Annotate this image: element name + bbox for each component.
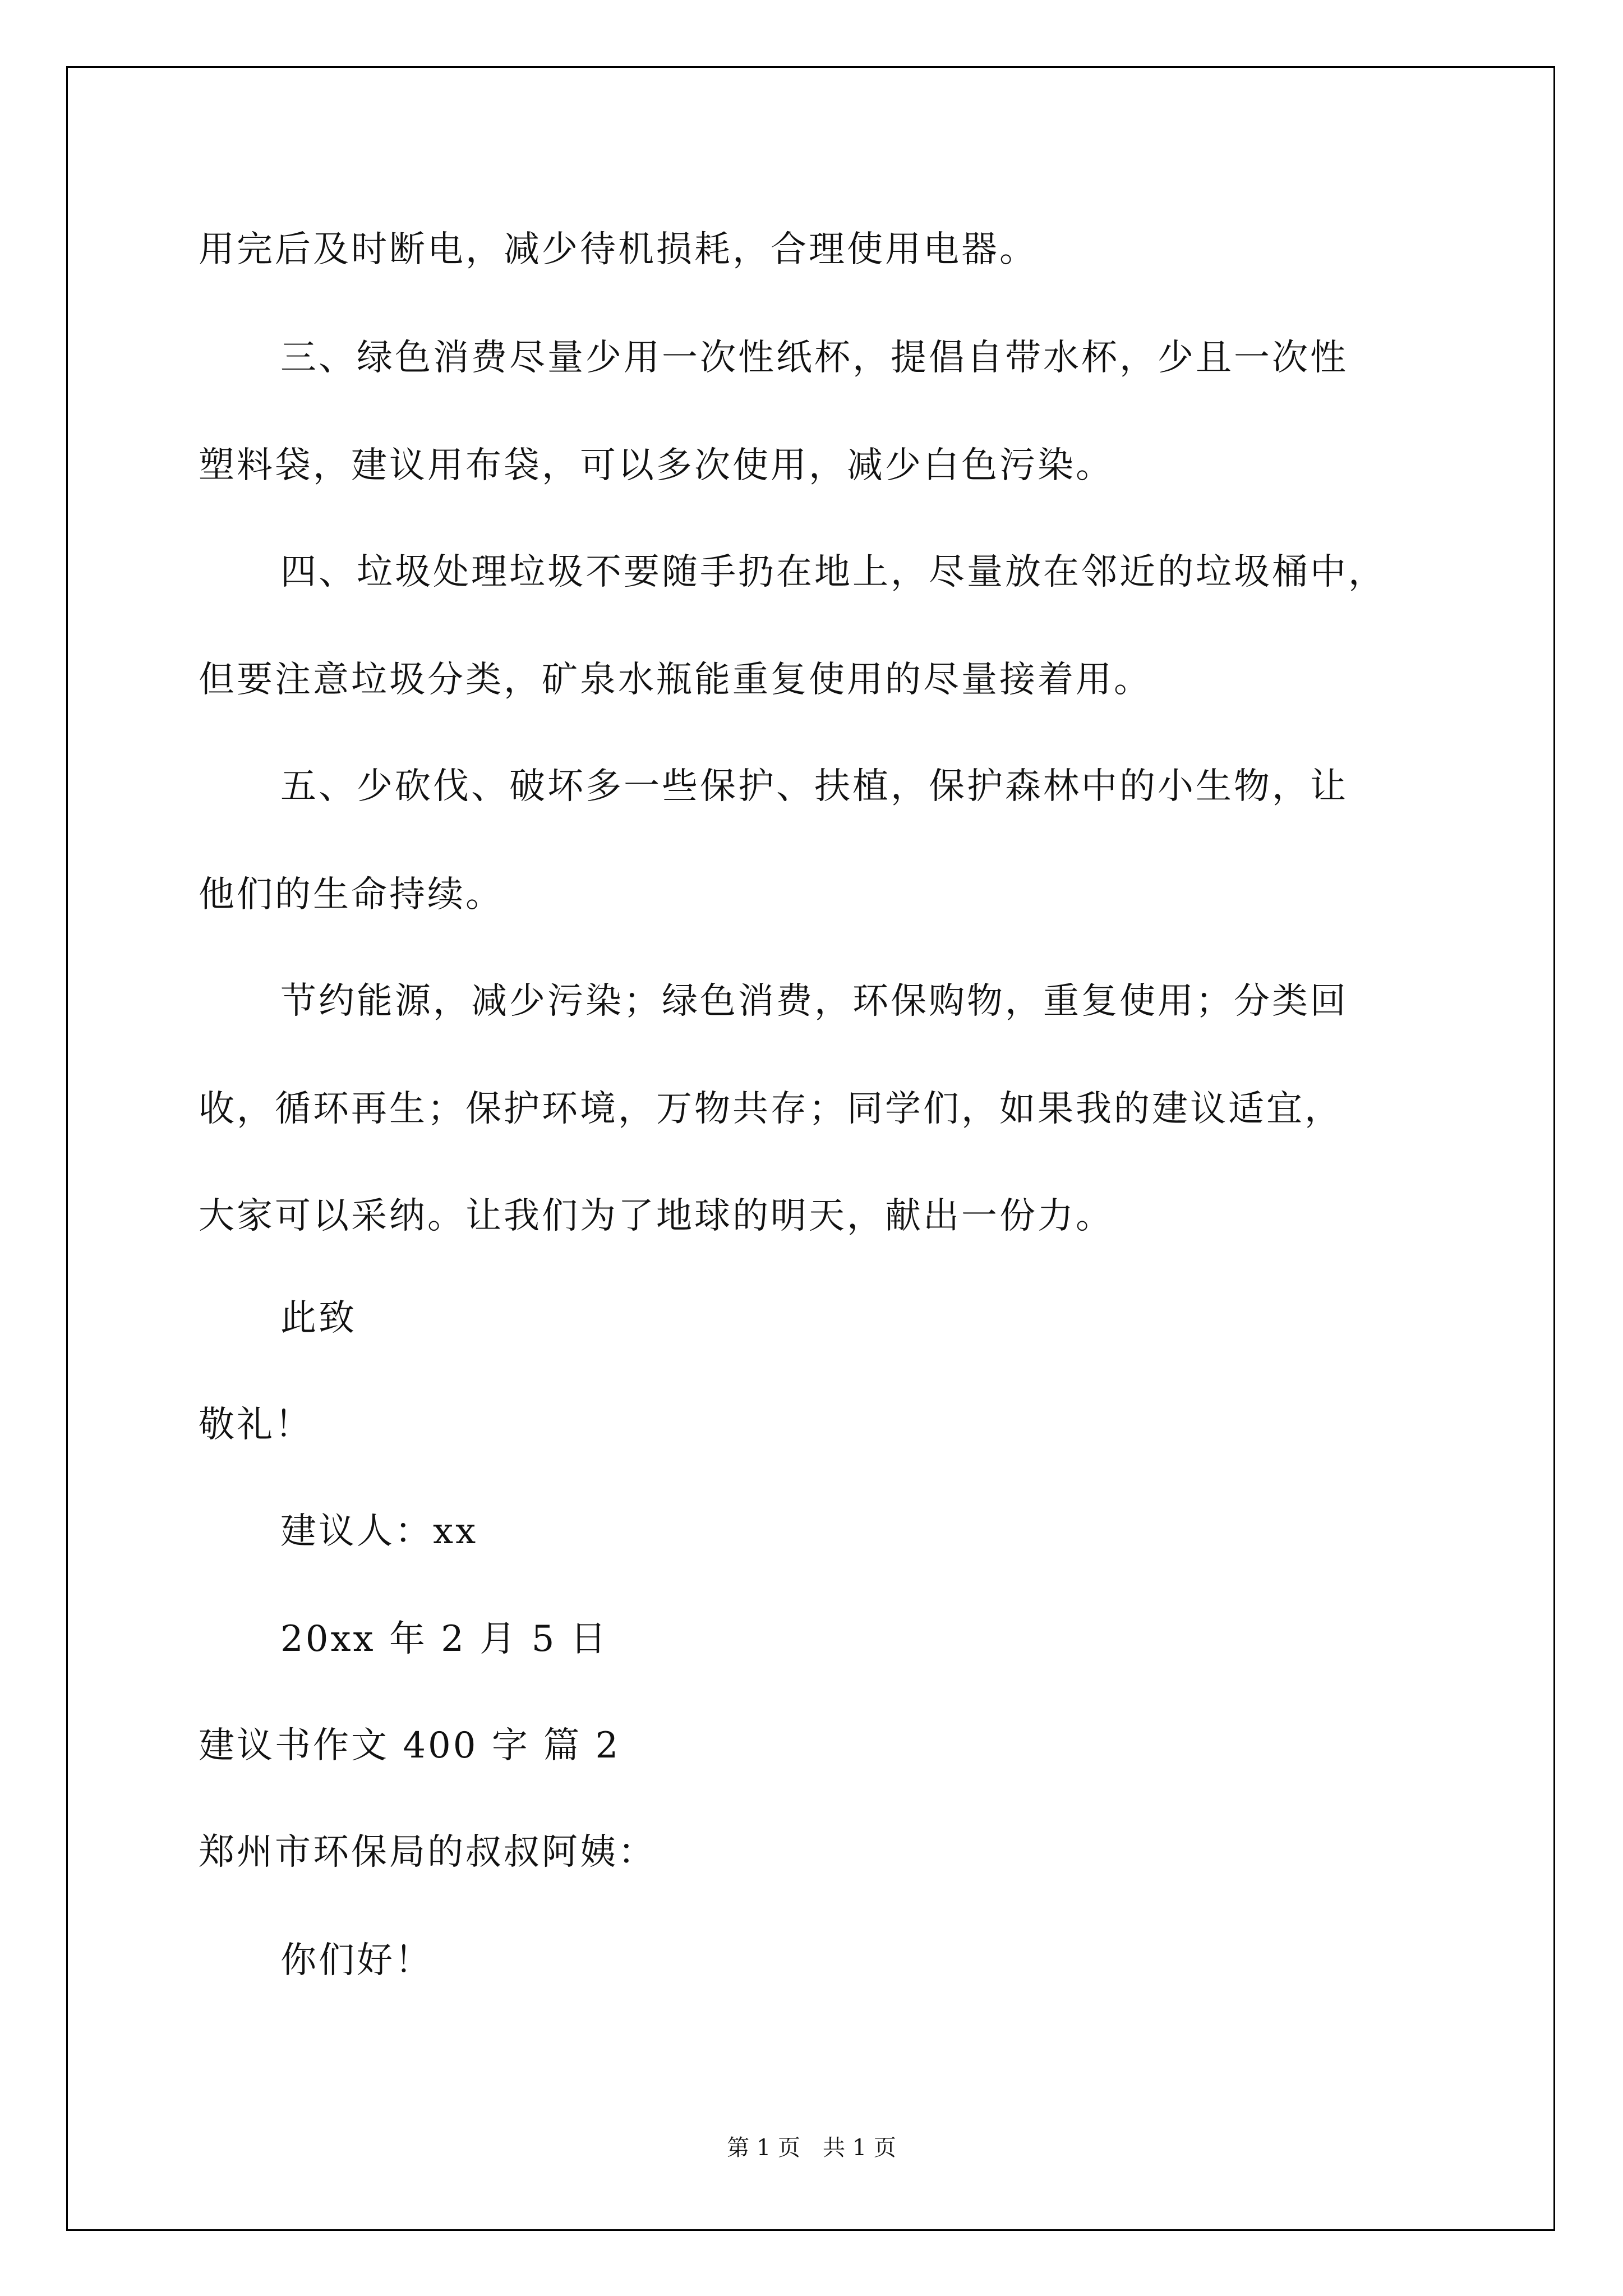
section-heading: 建议书作文 400 字 篇 2 xyxy=(199,1725,621,1766)
body-line-4: 四、垃圾处理垃圾不要随手扔在地上，尽量放在邻近的垃圾桶中， xyxy=(280,551,1386,593)
page-border xyxy=(66,66,1555,2231)
body-line-8: 节约能源，减少污染；绿色消费，环保购物，重复使用；分类回 xyxy=(280,981,1348,1022)
body-line-6: 五、少砍伐、破坏多一些保护、扶植，保护森林中的小生物，让 xyxy=(280,766,1348,807)
page-total: 共 1 页 xyxy=(823,2135,896,2161)
date-line: 20xx 年 2 月 5 日 xyxy=(280,1618,608,1660)
salutation-line: 敬礼！ xyxy=(199,1404,313,1446)
body-line-3: 塑料袋，建议用布袋，可以多次使用，减少白色污染。 xyxy=(199,445,1114,486)
body-line-5: 但要注意垃圾分类，矿泉水瓶能重复使用的尽量接着用。 xyxy=(199,659,1152,701)
body-line-7: 他们的生命持续。 xyxy=(199,874,504,915)
body-line-9: 收，循环再生；保护环境，万物共存；同学们，如果我的建议适宜， xyxy=(199,1088,1343,1130)
page-number: 第 1 页 xyxy=(727,2135,800,2161)
page-footer xyxy=(0,2134,1623,2162)
addressee-line: 郑州市环保局的叔叔阿姨： xyxy=(199,1832,656,1873)
body-line-1: 用完后及时断电，减少待机损耗，合理使用电器。 xyxy=(199,229,1038,270)
signer-line: 建议人：xx xyxy=(280,1511,478,1552)
body-line-10: 大家可以采纳。让我们为了地球的明天，献出一份力。 xyxy=(199,1195,1114,1237)
closing-line: 此致 xyxy=(280,1297,357,1339)
greeting-line: 你们好！ xyxy=(280,1940,433,1981)
body-line-2: 三、绿色消费尽量少用一次性纸杯，提倡自带水杯，少且一次性 xyxy=(280,337,1348,379)
